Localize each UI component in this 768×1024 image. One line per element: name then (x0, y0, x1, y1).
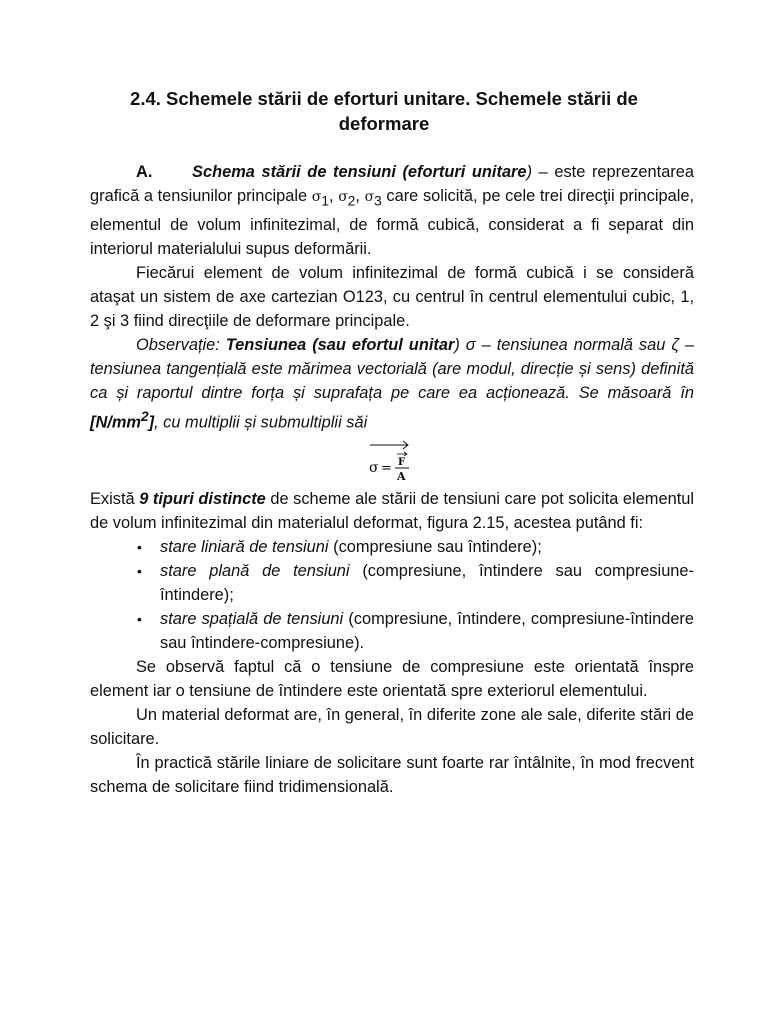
formula-lhs: σ (369, 459, 379, 476)
defined-term: Schema stării de tensiuni (eforturi unitare (192, 163, 527, 181)
observation-bold: Tensiunea (sau efortul unitar (219, 336, 455, 355)
body-text (90, 160, 694, 799)
bullet-icon: • (137, 610, 142, 627)
list-item (90, 559, 694, 607)
separator-1: , (328, 187, 339, 205)
list-item-term: stare liniară de tensiuni (160, 537, 329, 556)
sigma-symbol: σ (311, 189, 322, 205)
observation-text-2: tensiunea normală sau ζ – tensiunea tangențială este mărimea vectorială (are modul, direcție și sens) definită ca și raportul dintre forța și suprafața pe care ea acționează. Se măsoară în (90, 336, 694, 403)
sigma-symbol: σ (364, 189, 375, 205)
definition-text-1: – este reprezentarea grafică a tensiunilor principale (90, 163, 694, 205)
list-item-text (136, 535, 694, 559)
subscript-1: 1 (321, 193, 329, 209)
paragraph-axes: Fiecărui element de volum infinitezimal de formă cubică i se consideră ataşat un sistem de axe cartezian O123, cu centrul în centrul elementului cubic, 1, 2 şi 3 fiind direcţiile de deformare principale. (90, 264, 694, 331)
observation-text-3: , cu multiplii și submultiplii săi (154, 413, 368, 432)
list-item-detail: (compresiune, întindere sau compresiune-întindere); (160, 561, 695, 604)
formula-equals: = (381, 460, 392, 476)
formula-numerator: F (398, 456, 406, 468)
list-item-text (136, 607, 694, 655)
paragraph-observation (90, 333, 694, 434)
list-item-term: stare spațială de tensiuni (160, 609, 344, 628)
observation-text-1: ) σ – (454, 336, 497, 355)
unit-label: [N/mm (90, 413, 141, 432)
list-item (90, 607, 694, 655)
definition-text-2: care solicită, pe cele trei direcţii principale, elementul de volum infinitezimal, de formă cubică, considerat a fi separat din interiorul materialului supus deformării. (90, 187, 695, 259)
types-text-1: Există (90, 489, 140, 508)
paragraph-compression: Se observă faptul că o tensiune de compresiune este orientată înspre element iar o tensiune de întindere este orientată spre exteriorul elementului. (90, 657, 694, 700)
section-title-line-2: deformare (338, 113, 430, 134)
list-item-detail: (compresiune sau întindere); (328, 537, 542, 556)
observation-label: Observație: (136, 336, 220, 355)
bullet-icon: • (137, 562, 142, 579)
sigma-symbol: σ (338, 189, 348, 205)
formula-graphic (362, 437, 422, 487)
list-item-term: stare plană de tensiuni (160, 561, 350, 580)
list-item (90, 535, 694, 559)
stress-formula (90, 435, 694, 487)
types-count: 9 tipuri distincte (139, 489, 266, 508)
stress-state-list (90, 535, 694, 655)
section-title-line-1: 2.4. Schemele stării de eforturi unitare. Schemele stării de (130, 88, 638, 109)
types-text-2: de scheme ale stării de tensiuni care pot solicita elementul de volum infinitezimal din materialul deformat, figura 2.15, acestea putând fi: (90, 489, 695, 532)
bullet-icon: • (137, 538, 142, 555)
separator-2: , (355, 187, 365, 205)
unit-exponent: 2 (141, 409, 149, 425)
defined-term-close: ) (526, 163, 533, 181)
paragraph-zones: Un material deformat are, în general, în diferite zone ale sale, diferite stări de solicitare. (90, 705, 694, 748)
paragraph-types (90, 487, 694, 535)
list-item-text (136, 559, 694, 607)
subscript-3: 3 (374, 193, 382, 209)
list-item-detail: (compresiune, întindere, compresiune-întindere sau întindere-compresiune). (160, 609, 695, 652)
formula-denominator: A (397, 469, 406, 483)
section-title (80, 86, 688, 136)
paragraph-lead: A. (136, 163, 153, 181)
subscript-2: 2 (347, 193, 356, 209)
unit-close: ] (148, 413, 155, 432)
paragraph-practice: În practică stările liniare de solicitare sunt foarte rar întâlnite, în mod frecvent schema de solicitare fiind tridimensională. (90, 753, 694, 796)
paragraph-definition (90, 160, 694, 261)
